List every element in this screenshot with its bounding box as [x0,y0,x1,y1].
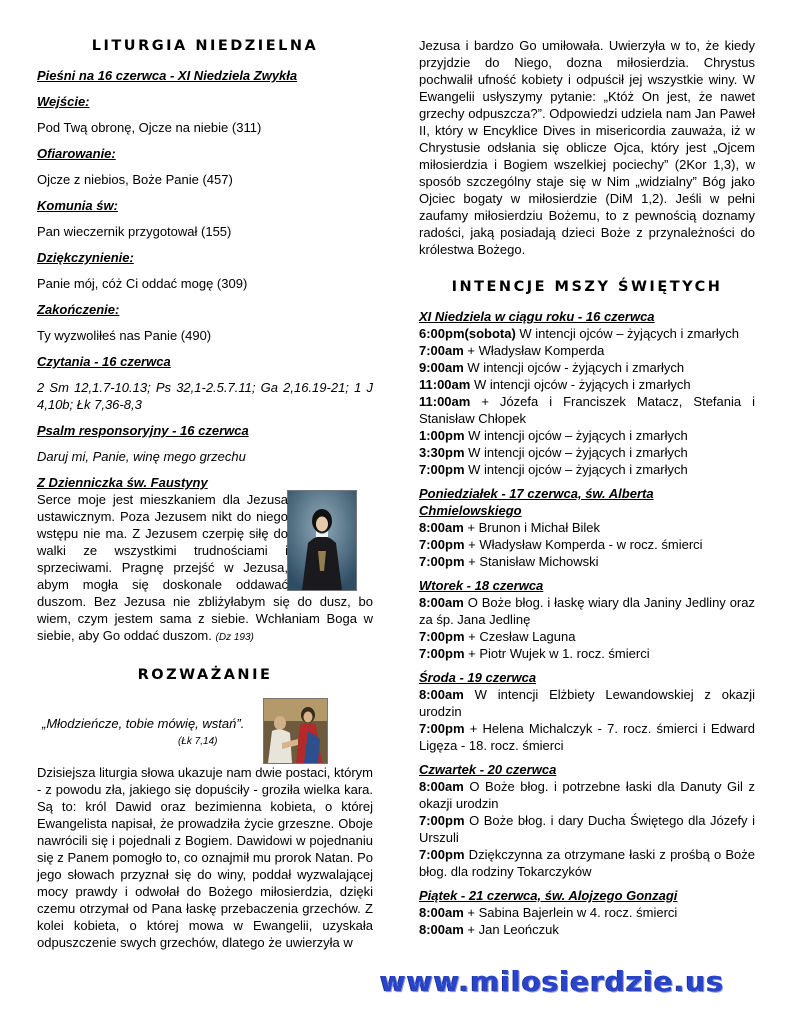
songs-heading: Pieśni na 16 czerwca - XI Niedziela Zwykła [37,68,298,83]
communion-label: Komunia św: [37,198,118,213]
intention-entry [419,536,755,553]
intention-time: 11:00am [419,394,471,409]
jesus-raising-youth-painting [263,698,328,764]
intention-entry [419,686,755,720]
intention-time: 7:00pm [419,646,465,661]
intention-text: W intencji ojców – żyjących i zmarłych [464,428,688,443]
intention-time: 8:00am [419,687,464,702]
intention-text: + Czesław Laguna [464,629,576,644]
intention-day [419,887,755,938]
intention-entry [419,778,755,812]
intention-entry [419,325,755,342]
intention-text: O Boże błog. i dary Ducha Świętego dla Józefy i Urszuli [419,813,755,845]
thanksgiving-label: Dziękczynienie: [37,250,134,265]
reflection-continued: Jezusa i bardzo Go umiłowała. Uwierzyła w to, że kiedy przyjdzie do Niego, dozna miłosierdzia. Chrystus pochwalił ufność kobiety i odpuścił jej wszystkie winy. W Ewangelii usłyszymy pytanie: „Któż On jest, że nawet grzechy odpuszcza?”. Odpowiedzi udziela nam Jan Paweł II, który w Encyklice Dives in misericordia zauważa, iż w Chrystusie odsłania się oblicze Ojca, który jest „Ojcem miłosierdzia i Bogiem wszelkiej pociechy” (2Kor 1,3), w sposób szczególny staje się w Nim „widzialny” Bóg jako Ojciec bogaty w miłosierdzie (DiM 1,2). Jeśli w pełni zaufamy miłosierdziu Bożemu, to z pewnością doznamy radości, jaką posiadają dzieci Boże z przynależności do królestwa Bożego. [419,38,755,257]
readings-text: 2 Sm 12,1.7-10.13; Ps 32,1-2.5.7.11; Ga 2,16.19-21; 1 J 4,10b; Łk 7,36-8,3 [37,380,373,412]
intention-text: W intencji Elżbiety Lewandowskiej z okazji urodzin [419,687,755,719]
intention-day-heading: Wtorek - 18 czerwca [419,578,544,593]
intention-text: + Helena Michalczyk - 7. rocz. śmierci i Edward Ligęza - 18. rocz. śmierci [419,721,755,753]
closing-label: Zakończenie: [37,302,120,317]
intention-text: + Brunon i Michał Bilek [463,520,601,535]
intention-entry [419,846,755,880]
diary-image-spacer [288,491,373,591]
right-column [419,0,755,938]
intention-time: 8:00am [419,595,464,610]
diary-section [37,474,373,646]
intention-time: 7:00pm [419,813,465,828]
intention-text: W intencji ojców - żyjących i zmarłych [463,360,685,375]
communion-song: Pan wieczernik przygotował (155) [37,224,232,239]
intention-time: 6:00pm(sobota) [419,326,516,341]
intention-text: + Władysław Komperda [463,343,605,358]
intention-entry [419,393,755,427]
website-link[interactable]: www.milosierdzie.us [380,965,725,998]
intention-text: O Boże błog. i łaskę wiary dla Janiny Jedliny oraz za śp. Jana Jedlinę [419,595,755,627]
intention-text: + Piotr Wujek w 1. rocz. śmierci [464,646,650,661]
intention-time: 8:00am [419,905,464,920]
intention-time: 7:00pm [419,629,465,644]
intention-time: 7:00pm [419,537,465,552]
entrance-song: Pod Twą obronę, Ojcze na niebie (311) [37,120,262,135]
thanksgiving-song: Panie mój, cóż Ci oddać mogę (309) [37,276,248,291]
intention-time: 7:00pm [419,847,465,862]
intention-text: + Stanisław Michowski [464,554,599,569]
intention-entry [419,594,755,628]
intention-time: 8:00am [419,520,464,535]
intention-time: 8:00am [419,922,464,937]
intention-text: Dziękczynna za otrzymane łaski z prośbą o Boże błog. dla rodziny Tokarczyków [419,847,755,879]
intention-entry [419,376,755,393]
painting-icon [264,699,327,763]
intention-day-heading: Poniedziałek - 17 czerwca, św. Alberta Chmielowskiego [419,486,654,518]
reflection-quote: „Młodzieńcze, tobie mówię, wstań”. [42,716,245,731]
intention-entry [419,628,755,645]
intention-time: 1:00pm [419,428,465,443]
intention-day-heading: Piątek - 21 czerwca, św. Alojzego Gonzagi [419,888,678,903]
entrance-label: Wejście: [37,94,90,109]
intention-time: 9:00am [419,360,464,375]
intention-time: 11:00am [419,377,471,392]
intention-entry [419,904,755,921]
reflection-quote-area [37,694,373,764]
intentions-list [419,308,755,938]
intention-entry [419,359,755,376]
intention-day [419,308,755,478]
intention-time: 7:00pm [419,554,465,569]
intention-text: W intencji ojców – żyjących i zmarłych [464,462,688,477]
intention-day-heading: XI Niedziela w ciągu roku - 16 czerwca [419,309,655,324]
intention-entry [419,519,755,536]
intention-time: 7:00pm [419,462,465,477]
reflection-text: Dzisiejsza liturgia słowa ukazuje nam dwie postaci, którym - z powodu zła, jakiego się dopuściły - groziła wielka kara. Są to: król Dawid oraz bezimienna kobieta, o której Ewangelista napisał, że prowadziła życie grzeszne. Oboje nawrócili się i pojednali z Bogiem. Dawidowi w pojednaniu się z Panem pomogło to, co oznajmił mu prorok Natan. Po jego słowach przyznał się do winy, poddał wyzwalającej mocy prawdy i odwołał do Bożego miłosierdzia, dzięki czemu otrzymał od Pana łaskę przebaczenia grzechów. Z kolei kobieta, o której mowa w Ewangelii, uzyskała odpuszczenie swych grzechów, dlatego że uwierzyła w [37,765,373,950]
intention-time: 7:00am [419,343,464,358]
intention-entry [419,921,755,938]
intention-entry [419,444,755,461]
intention-text: W intencji ojców – żyjących i zmarłych [464,445,688,460]
closing-song: Ty wyzwoliłeś nas Panie (490) [37,328,212,343]
diary-ref: (Dz 193) [215,632,254,643]
offertory-label: Ofiarowanie: [37,146,116,161]
intention-day-heading: Środa - 19 czerwca [419,670,537,685]
intention-time: 7:00pm [419,721,465,736]
intention-text: W intencji ojców - żyjących i zmarłych [470,377,691,392]
intention-text: + Sabina Bajerlein w 4. rocz. śmierci [463,905,678,920]
intention-day-heading: Czwartek - 20 czerwca [419,762,557,777]
intention-text: O Boże błog. i potrzebne łaski dla Danuty Gil z okazji urodzin [419,779,755,811]
intention-day [419,669,755,754]
intention-entry [419,720,755,754]
diary-heading: Z Dzienniczka św. Faustyny [37,475,208,490]
intention-entry [419,812,755,846]
diary-text [37,491,373,646]
psalm-heading: Psalm responsoryjny - 16 czerwca [37,423,249,438]
liturgy-title: LITURGIA NIEDZIELNA [91,38,319,54]
intention-entry [419,427,755,444]
intention-entry [419,461,755,478]
intention-entry [419,553,755,570]
readings-heading: Czytania - 16 czerwca [37,354,171,369]
reflection-title: ROZWAŻANIE [137,667,273,683]
intention-text: + Jan Leończuk [463,922,559,937]
intentions-title: INTENCJE MSZY ŚWIĘTYCH [451,279,723,295]
intention-day [419,761,755,880]
reflection-quote-ref: (Łk 7,14) [178,736,218,747]
left-column [37,0,373,951]
diary-body: Serce moje jest mieszkaniem dla Jezusa ustawicznym. Poza Jezusem nikt do niego wstępu nie ma. Z Jezusem czerpię siłę do walki ze wszystkimi trudnościami i sprzeciwami. Pragnę przejść w Jezusa, abym mogła się doskonale oddawać duszom. Bez Jezusa nie zbliżyłabym się do dusz, bo wiem, czym jestem sama z siebie. Wchłaniam Boga w siebie, aby Go oddać duszom. [37,492,373,643]
psalm-text: Daruj mi, Panie, winę mego grzechu [37,449,246,464]
intention-text: + Władysław Komperda - w rocz. śmierci [464,537,703,552]
offertory-song: Ojcze z niebios, Boże Panie (457) [37,172,233,187]
intention-text: + Józefa i Franciszek Matacz, Stefania i Stanisław Chłopek [419,394,755,426]
intention-time: 8:00am [419,779,464,794]
intention-day [419,577,755,662]
intention-entry [419,342,755,359]
intention-entry [419,645,755,662]
intention-time: 3:30pm [419,445,465,460]
intention-text: W intencji ojców – żyjących i zmarłych [515,326,740,341]
intention-day [419,485,755,570]
